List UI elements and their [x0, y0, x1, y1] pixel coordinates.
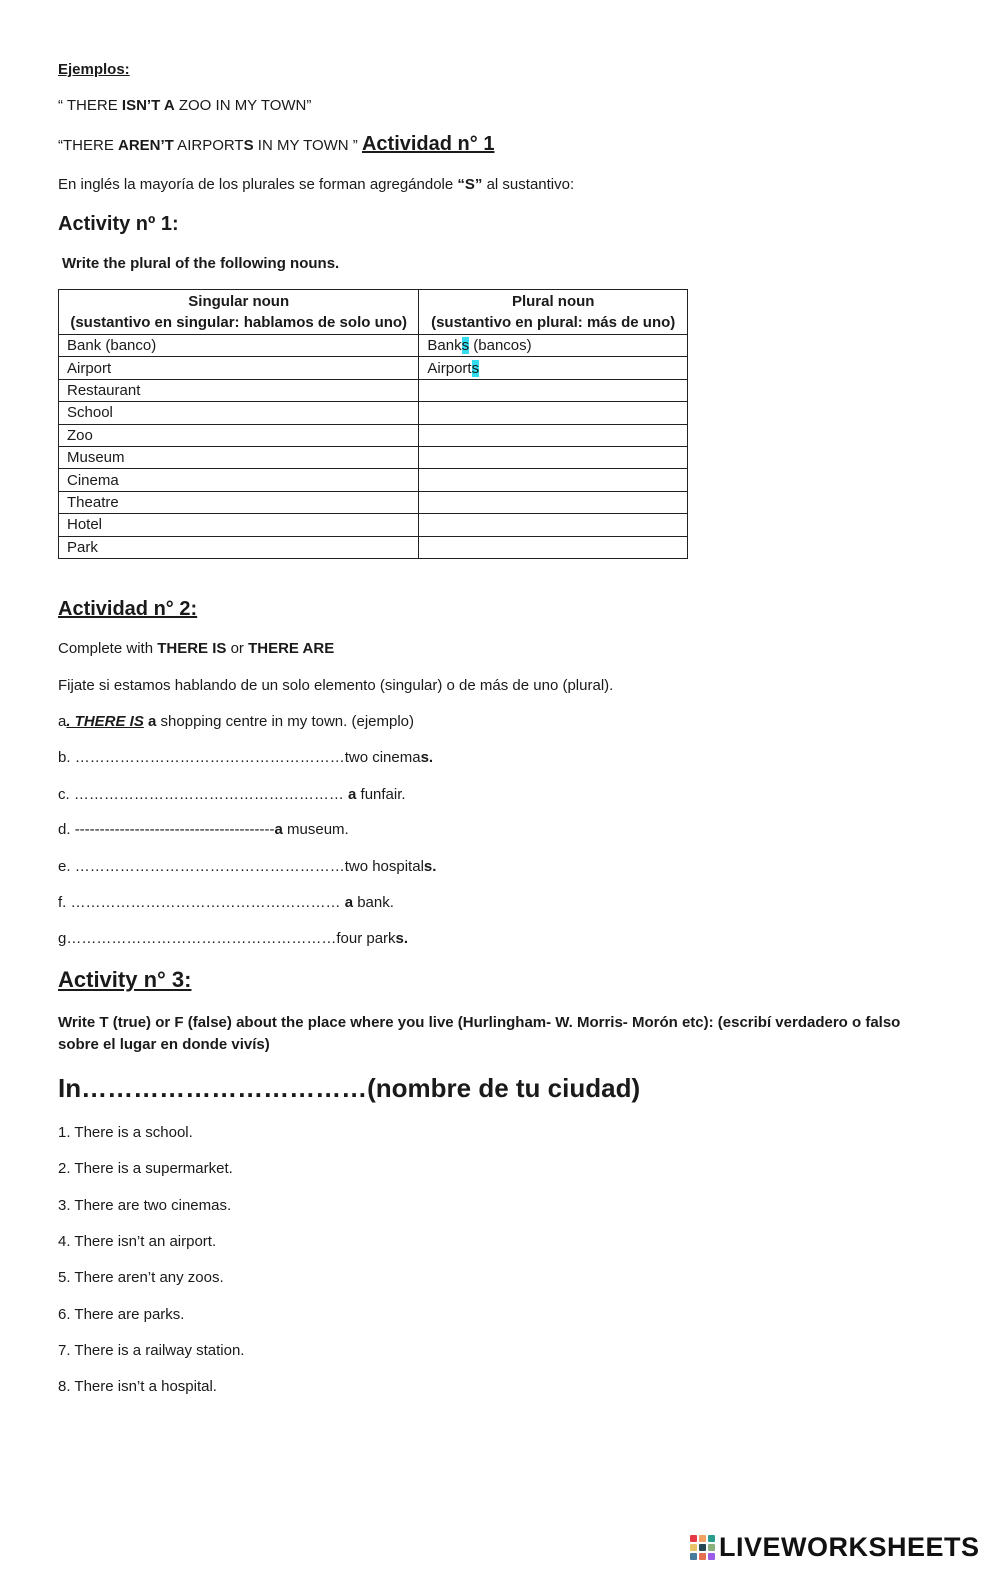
item-e-prefix: e.: [58, 858, 75, 875]
item-d-prefix: d.: [58, 821, 75, 838]
singular-cell: Hotel: [59, 514, 419, 536]
plural-text: Airport: [427, 359, 472, 377]
logo-square: [690, 1544, 697, 1551]
table-row: [59, 335, 688, 357]
logo-square: [708, 1553, 715, 1560]
item-d-blank[interactable]: ----------------------------------------: [74, 821, 275, 838]
statement-item[interactable]: 8. There isn’t a hospital.: [58, 1378, 217, 1395]
item-e-text: two hospital: [344, 858, 424, 875]
example-2-mid: AIRPORT: [173, 137, 244, 154]
item-g-text: four park: [336, 930, 396, 947]
singular-cell: Restaurant: [59, 379, 419, 401]
logo-square: [708, 1544, 715, 1551]
item-d-text: museum.: [282, 821, 349, 838]
statement-item[interactable]: 7. There is a railway station.: [58, 1342, 245, 1359]
table-row: [59, 469, 688, 491]
plural-cell[interactable]: [419, 357, 688, 379]
activity2-title: Actividad n° 2:: [58, 598, 198, 620]
singular-cell: Bank (banco): [59, 335, 419, 357]
item-e-blank[interactable]: ………………………………………………: [74, 858, 345, 875]
plural-answer-field[interactable]: [419, 469, 688, 491]
nouns-table: [58, 289, 688, 559]
singular-cell: Airport: [59, 357, 419, 379]
item-c-blank[interactable]: ………………………………………………: [73, 786, 349, 803]
item-b-blank[interactable]: ………………………………………………: [74, 749, 345, 766]
activity2-there-is: THERE IS: [157, 640, 227, 657]
singular-cell: Cinema: [59, 469, 419, 491]
item-e: [58, 857, 436, 877]
activity2-instruction-pre: Complete with: [58, 640, 158, 657]
statement-item[interactable]: 4. There isn’t an airport.: [58, 1233, 217, 1250]
singular-header-subtitle: (sustantivo en singular: hablamos de solo uno): [70, 314, 408, 331]
item-c: [58, 785, 406, 805]
statement-item[interactable]: 6. There are parks.: [58, 1306, 185, 1323]
item-a-rest: shopping centre in my town. (ejemplo): [156, 713, 414, 730]
plural-answer-field[interactable]: [419, 424, 688, 446]
activity1-title: Activity nº 1:: [58, 213, 179, 235]
item-g-bold: s.: [395, 930, 409, 947]
example-1-bold: ISN’T A: [121, 97, 175, 114]
item-a-prefix: a: [58, 713, 67, 730]
activity1-tag: Actividad n° 1: [361, 133, 495, 155]
logo-square: [690, 1553, 697, 1560]
plural-text: Bank: [427, 337, 462, 355]
plural-header: [419, 290, 688, 335]
example-2-pre: “THERE: [58, 137, 118, 154]
example-2: [58, 134, 494, 156]
item-c-bold: a: [348, 786, 357, 803]
logo-square: [690, 1535, 697, 1542]
example-2-post: IN MY TOWN ”: [253, 137, 358, 154]
item-c-text: funfair.: [356, 786, 406, 803]
item-a: [58, 712, 414, 732]
item-b-bold: s.: [420, 749, 434, 766]
statement-item[interactable]: 2. There is a supermarket.: [58, 1160, 233, 1177]
activity2-instruction-mid: or: [226, 640, 249, 657]
singular-cell: School: [59, 402, 419, 424]
singular-header-title: Singular noun: [188, 293, 290, 310]
example-2-bold: AREN’T: [118, 137, 174, 154]
statement-item[interactable]: 1. There is a school.: [58, 1124, 193, 1141]
item-g-blank[interactable]: ………………………………………………: [66, 930, 337, 947]
plural-suffix-highlight: s: [471, 359, 480, 377]
plural-translation: (bancos): [469, 337, 532, 355]
examples-heading: Ejemplos:: [58, 61, 130, 78]
item-a-bold: a: [143, 713, 157, 730]
table-header-row: [59, 290, 688, 335]
logo-square: [699, 1553, 706, 1560]
item-d-bold: a: [274, 821, 283, 838]
plural-answer-field[interactable]: [419, 379, 688, 401]
plural-cell[interactable]: [419, 335, 688, 357]
item-e-bold: s.: [423, 858, 437, 875]
singular-cell: Park: [59, 536, 419, 558]
plural-rule-bold: “S”: [457, 176, 483, 193]
plural-rule-post: al sustantivo:: [482, 176, 575, 193]
singular-cell: Zoo: [59, 424, 419, 446]
plural-rule: [58, 175, 574, 195]
plural-answer-field[interactable]: [419, 446, 688, 468]
item-f-bold: a: [344, 894, 354, 911]
item-b-text: two cinema: [344, 749, 421, 766]
table-row: [59, 536, 688, 558]
singular-header: [59, 290, 419, 335]
plural-answer-field[interactable]: [419, 491, 688, 513]
item-g: [58, 929, 408, 949]
table-row: [59, 424, 688, 446]
activity3-instruction: Write T (true) or F (false) about the place where you live (Hurlingham- W. Morris- Morón etc): (escribí verdadero o falso sobre el lugar en donde vivís): [58, 1014, 901, 1053]
item-f: [58, 893, 394, 913]
logo-square: [699, 1535, 706, 1542]
table-row: [59, 446, 688, 468]
singular-cell: Museum: [59, 446, 419, 468]
plural-rule-pre: En inglés la mayoría de los plurales se forman agregándole: [58, 176, 458, 193]
item-f-blank[interactable]: ………………………………………………: [70, 894, 345, 911]
example-1-pre: “ THERE: [58, 97, 122, 114]
statement-item[interactable]: 5. There aren’t any zoos.: [58, 1269, 224, 1286]
activity2-hint: Fijate si estamos hablando de un solo elemento (singular) o de más de uno (plural).: [58, 677, 614, 694]
table-row: [59, 379, 688, 401]
item-b-prefix: b.: [58, 749, 75, 766]
activity2-instruction: [58, 639, 334, 659]
plural-header-title: Plural noun: [511, 293, 595, 310]
table-row: [59, 402, 688, 424]
item-f-prefix: f.: [58, 894, 71, 911]
singular-cell: Theatre: [59, 491, 419, 513]
plural-header-subtitle: (sustantivo en plural: más de uno): [431, 314, 676, 331]
item-a-answer: . THERE IS: [66, 713, 144, 730]
plural-answer-field[interactable]: [419, 514, 688, 536]
example-1: [58, 96, 311, 116]
item-g-prefix: g: [58, 930, 67, 947]
example-2-bold-s: S: [243, 137, 254, 154]
logo-square: [708, 1535, 715, 1542]
activity2-there-are: THERE ARE: [248, 640, 335, 657]
example-1-post: ZOO IN MY TOWN”: [174, 97, 312, 114]
plural-answer-field[interactable]: [419, 402, 688, 424]
activity3-title: Activity n° 3:: [58, 967, 192, 992]
item-c-prefix: c.: [58, 786, 74, 803]
plural-suffix-highlight: s: [461, 337, 470, 355]
item-f-text: bank.: [353, 894, 394, 911]
activity1-instruction: Write the plural of the following nouns.: [62, 255, 340, 272]
item-b: [58, 748, 433, 768]
plural-answer-field[interactable]: [419, 536, 688, 558]
city-line[interactable]: In……………………………(nombre de tu ciudad): [58, 1073, 641, 1103]
item-d: [58, 820, 349, 840]
table-row: [59, 357, 688, 379]
logo-square: [699, 1544, 706, 1551]
table-row: [59, 514, 688, 536]
logo-grid-icon: [690, 1535, 715, 1560]
brand-text: LIVEWORKSHEETS: [719, 1531, 980, 1562]
table-row: [59, 491, 688, 513]
statement-item[interactable]: 3. There are two cinemas.: [58, 1197, 232, 1214]
liveworksheets-logo: [690, 1530, 980, 1564]
